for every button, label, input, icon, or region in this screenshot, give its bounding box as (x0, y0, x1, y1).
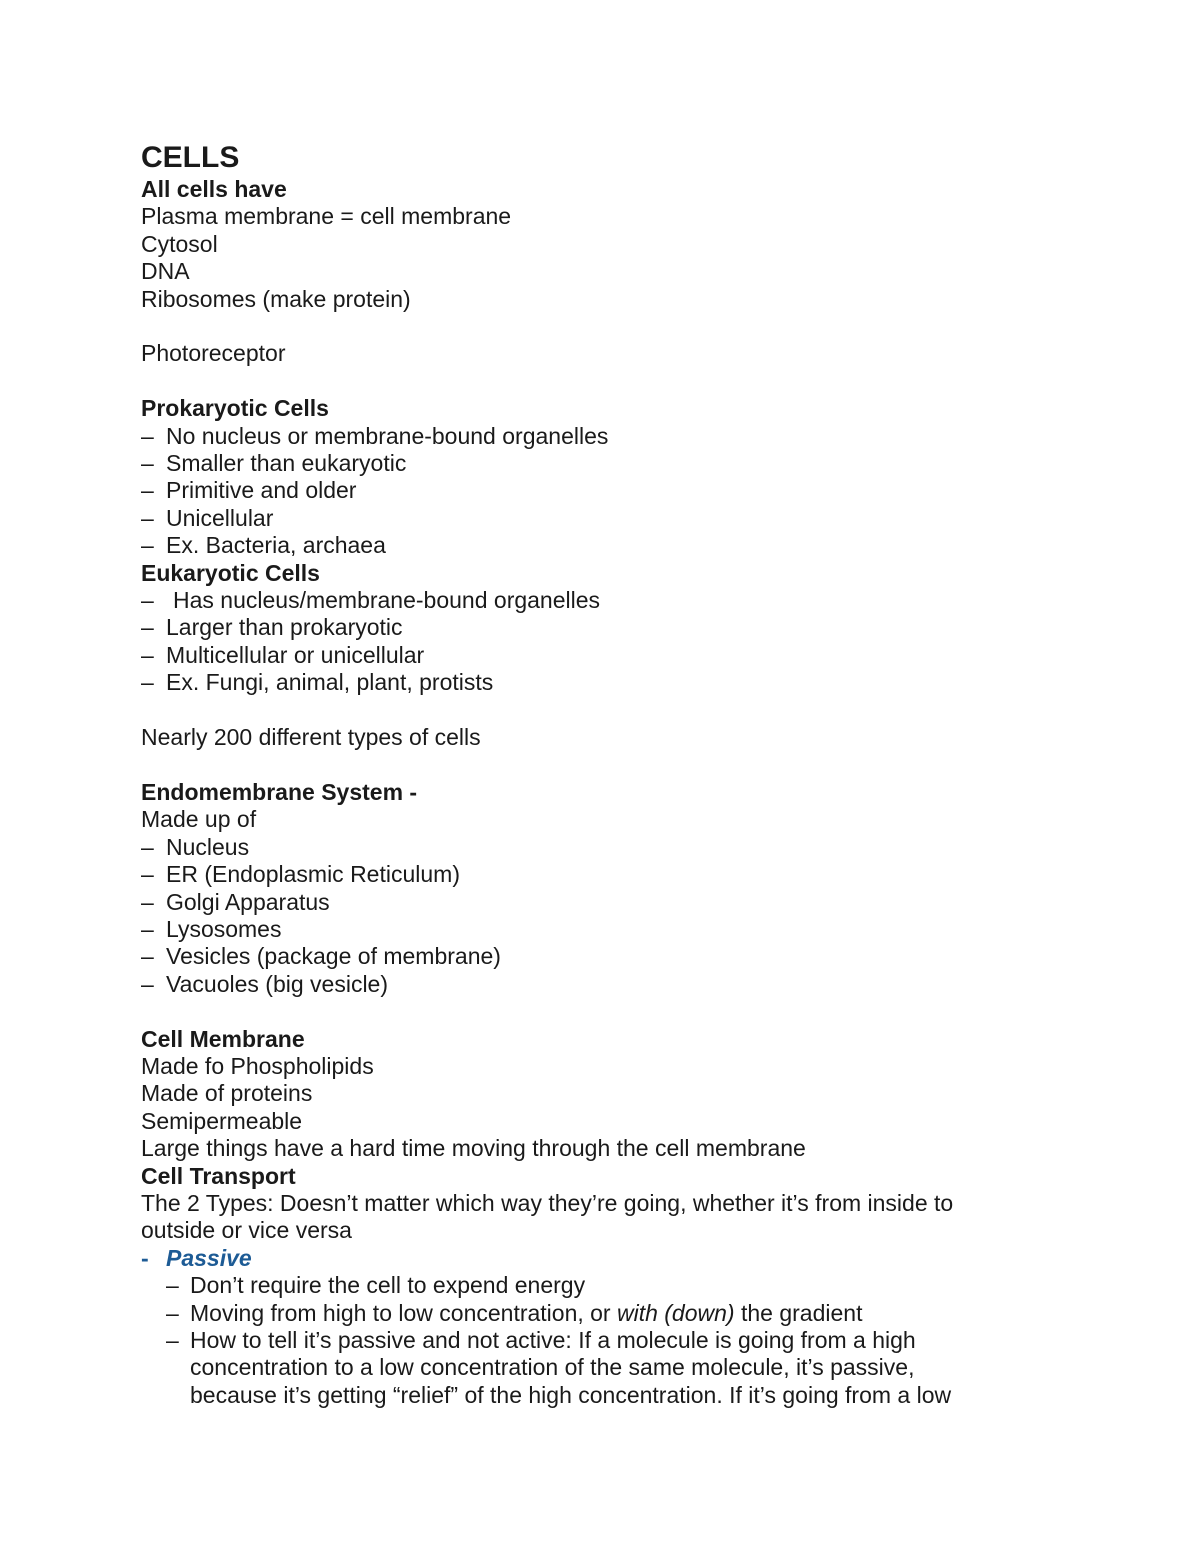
bullet-dash: – (141, 669, 154, 696)
cell-membrane-item: Made fo Phospholipids (141, 1052, 374, 1079)
eukaryotic-item-text: Larger than prokaryotic (166, 614, 403, 641)
bullet-dash: – (141, 614, 154, 641)
photoreceptor-text: Photoreceptor (141, 340, 286, 367)
bullet-dash: – (141, 504, 154, 531)
endomembrane-item (141, 916, 1061, 943)
bullet-dash: – (141, 861, 154, 888)
passive-item (141, 1272, 1061, 1299)
endomembrane-item-text: Lysosomes (166, 915, 282, 942)
endomembrane-item (141, 834, 1061, 861)
eukaryotic-item-text: Has nucleus/membrane-bound organelles (173, 587, 601, 614)
bullet-dash: – (166, 1272, 179, 1299)
passive-item-italic: with (down) (616, 1299, 735, 1326)
cell-membrane-heading: Cell Membrane (141, 1025, 305, 1052)
page-title: CELLS (141, 141, 240, 174)
prokaryotic-item (141, 477, 1061, 504)
passive-item-text: Don’t require the cell to expend energy (190, 1272, 586, 1299)
eukaryotic-item (141, 614, 1061, 641)
bullet-dash: – (141, 833, 154, 860)
endomembrane-item-text: ER (Endoplasmic Reticulum) (166, 861, 460, 888)
passive-item (141, 1327, 1061, 1354)
all-cells-item: DNA (141, 258, 190, 285)
bullet-dash: – (141, 477, 154, 504)
passive-label: Passive (166, 1244, 252, 1271)
prokaryotic-item (141, 505, 1061, 532)
endomembrane-intro: Made up of (141, 806, 257, 833)
bullet-dash: - (141, 1244, 149, 1271)
all-cells-item: Plasma membrane = cell membrane (141, 203, 512, 230)
spacer (141, 368, 1061, 395)
bullet-dash: – (141, 422, 154, 449)
passive-heading (141, 1245, 1061, 1272)
prokaryotic-item (141, 532, 1061, 559)
bullet-dash: – (141, 532, 154, 559)
cell-transport-heading: Cell Transport (141, 1162, 296, 1189)
cell-membrane-item: Large things have a hard time moving through the cell membrane (141, 1135, 806, 1162)
prokaryotic-item-text: Ex. Bacteria, archaea (166, 532, 386, 559)
passive-item-text: How to tell it’s passive and not active: If a molecule is going from a high (190, 1326, 916, 1353)
bullet-dash: – (141, 888, 154, 915)
eukaryotic-item (141, 669, 1061, 696)
all-cells-item: Cytosol (141, 230, 218, 257)
bullet-dash: – (166, 1326, 179, 1353)
endomembrane-heading: Endomembrane System - (141, 778, 418, 805)
spacer (141, 313, 1061, 340)
document-page (141, 140, 1061, 1409)
cell-types-text: Nearly 200 different types of cells (141, 724, 481, 751)
endomembrane-item-text: Vacuoles (big vesicle) (166, 970, 389, 997)
prokaryotic-item-text: Primitive and older (166, 477, 357, 504)
prokaryotic-item-text: Smaller than eukaryotic (166, 450, 407, 477)
spacer (141, 697, 1061, 724)
prokaryotic-item (141, 450, 1061, 477)
spacer (141, 998, 1061, 1025)
passive-item-continued: because it’s getting “relief” of the high concentration. If it’s going from a low (190, 1381, 952, 1408)
cell-transport-intro: The 2 Types: Doesn’t matter which way they’re going, whether it’s from inside to (141, 1189, 954, 1216)
all-cells-heading: All cells have (141, 176, 287, 202)
bullet-dash: – (141, 970, 154, 997)
bullet-dash: – (166, 1299, 179, 1326)
prokaryotic-heading: Prokaryotic Cells (141, 395, 329, 422)
bullet-dash: – (141, 641, 154, 668)
passive-item-text: the gradient (734, 1299, 863, 1326)
endomembrane-item-text: Golgi Apparatus (166, 888, 330, 915)
passive-item (141, 1300, 1061, 1327)
eukaryotic-item (141, 642, 1061, 669)
endomembrane-item (141, 971, 1061, 998)
passive-item-text: Moving from high to low concentration, or (190, 1299, 617, 1326)
bullet-dash: – (141, 587, 154, 614)
endomembrane-item (141, 943, 1061, 970)
all-cells-item: Ribosomes (make protein) (141, 285, 411, 312)
passive-item-continued: concentration to a low concentration of the same molecule, it’s passive, (190, 1354, 915, 1381)
cell-membrane-item: Semipermeable (141, 1107, 303, 1134)
spacer (141, 751, 1061, 778)
bullet-dash: – (141, 943, 154, 970)
cell-transport-intro: outside or vice versa (141, 1217, 352, 1244)
bullet-dash: – (141, 450, 154, 477)
prokaryotic-item (141, 423, 1061, 450)
endomembrane-item (141, 861, 1061, 888)
prokaryotic-item-text: Unicellular (166, 504, 274, 531)
endomembrane-item-text: Vesicles (package of membrane) (166, 943, 501, 970)
eukaryotic-heading: Eukaryotic Cells (141, 559, 320, 586)
endomembrane-item (141, 889, 1061, 916)
bullet-dash: – (141, 915, 154, 942)
eukaryotic-item (141, 587, 1061, 614)
eukaryotic-item-text: Multicellular or unicellular (166, 641, 425, 668)
prokaryotic-item-text: No nucleus or membrane-bound organelles (166, 422, 609, 449)
eukaryotic-item-text: Ex. Fungi, animal, plant, protists (166, 669, 494, 696)
endomembrane-item-text: Nucleus (166, 833, 250, 860)
cell-membrane-item: Made of proteins (141, 1080, 313, 1107)
